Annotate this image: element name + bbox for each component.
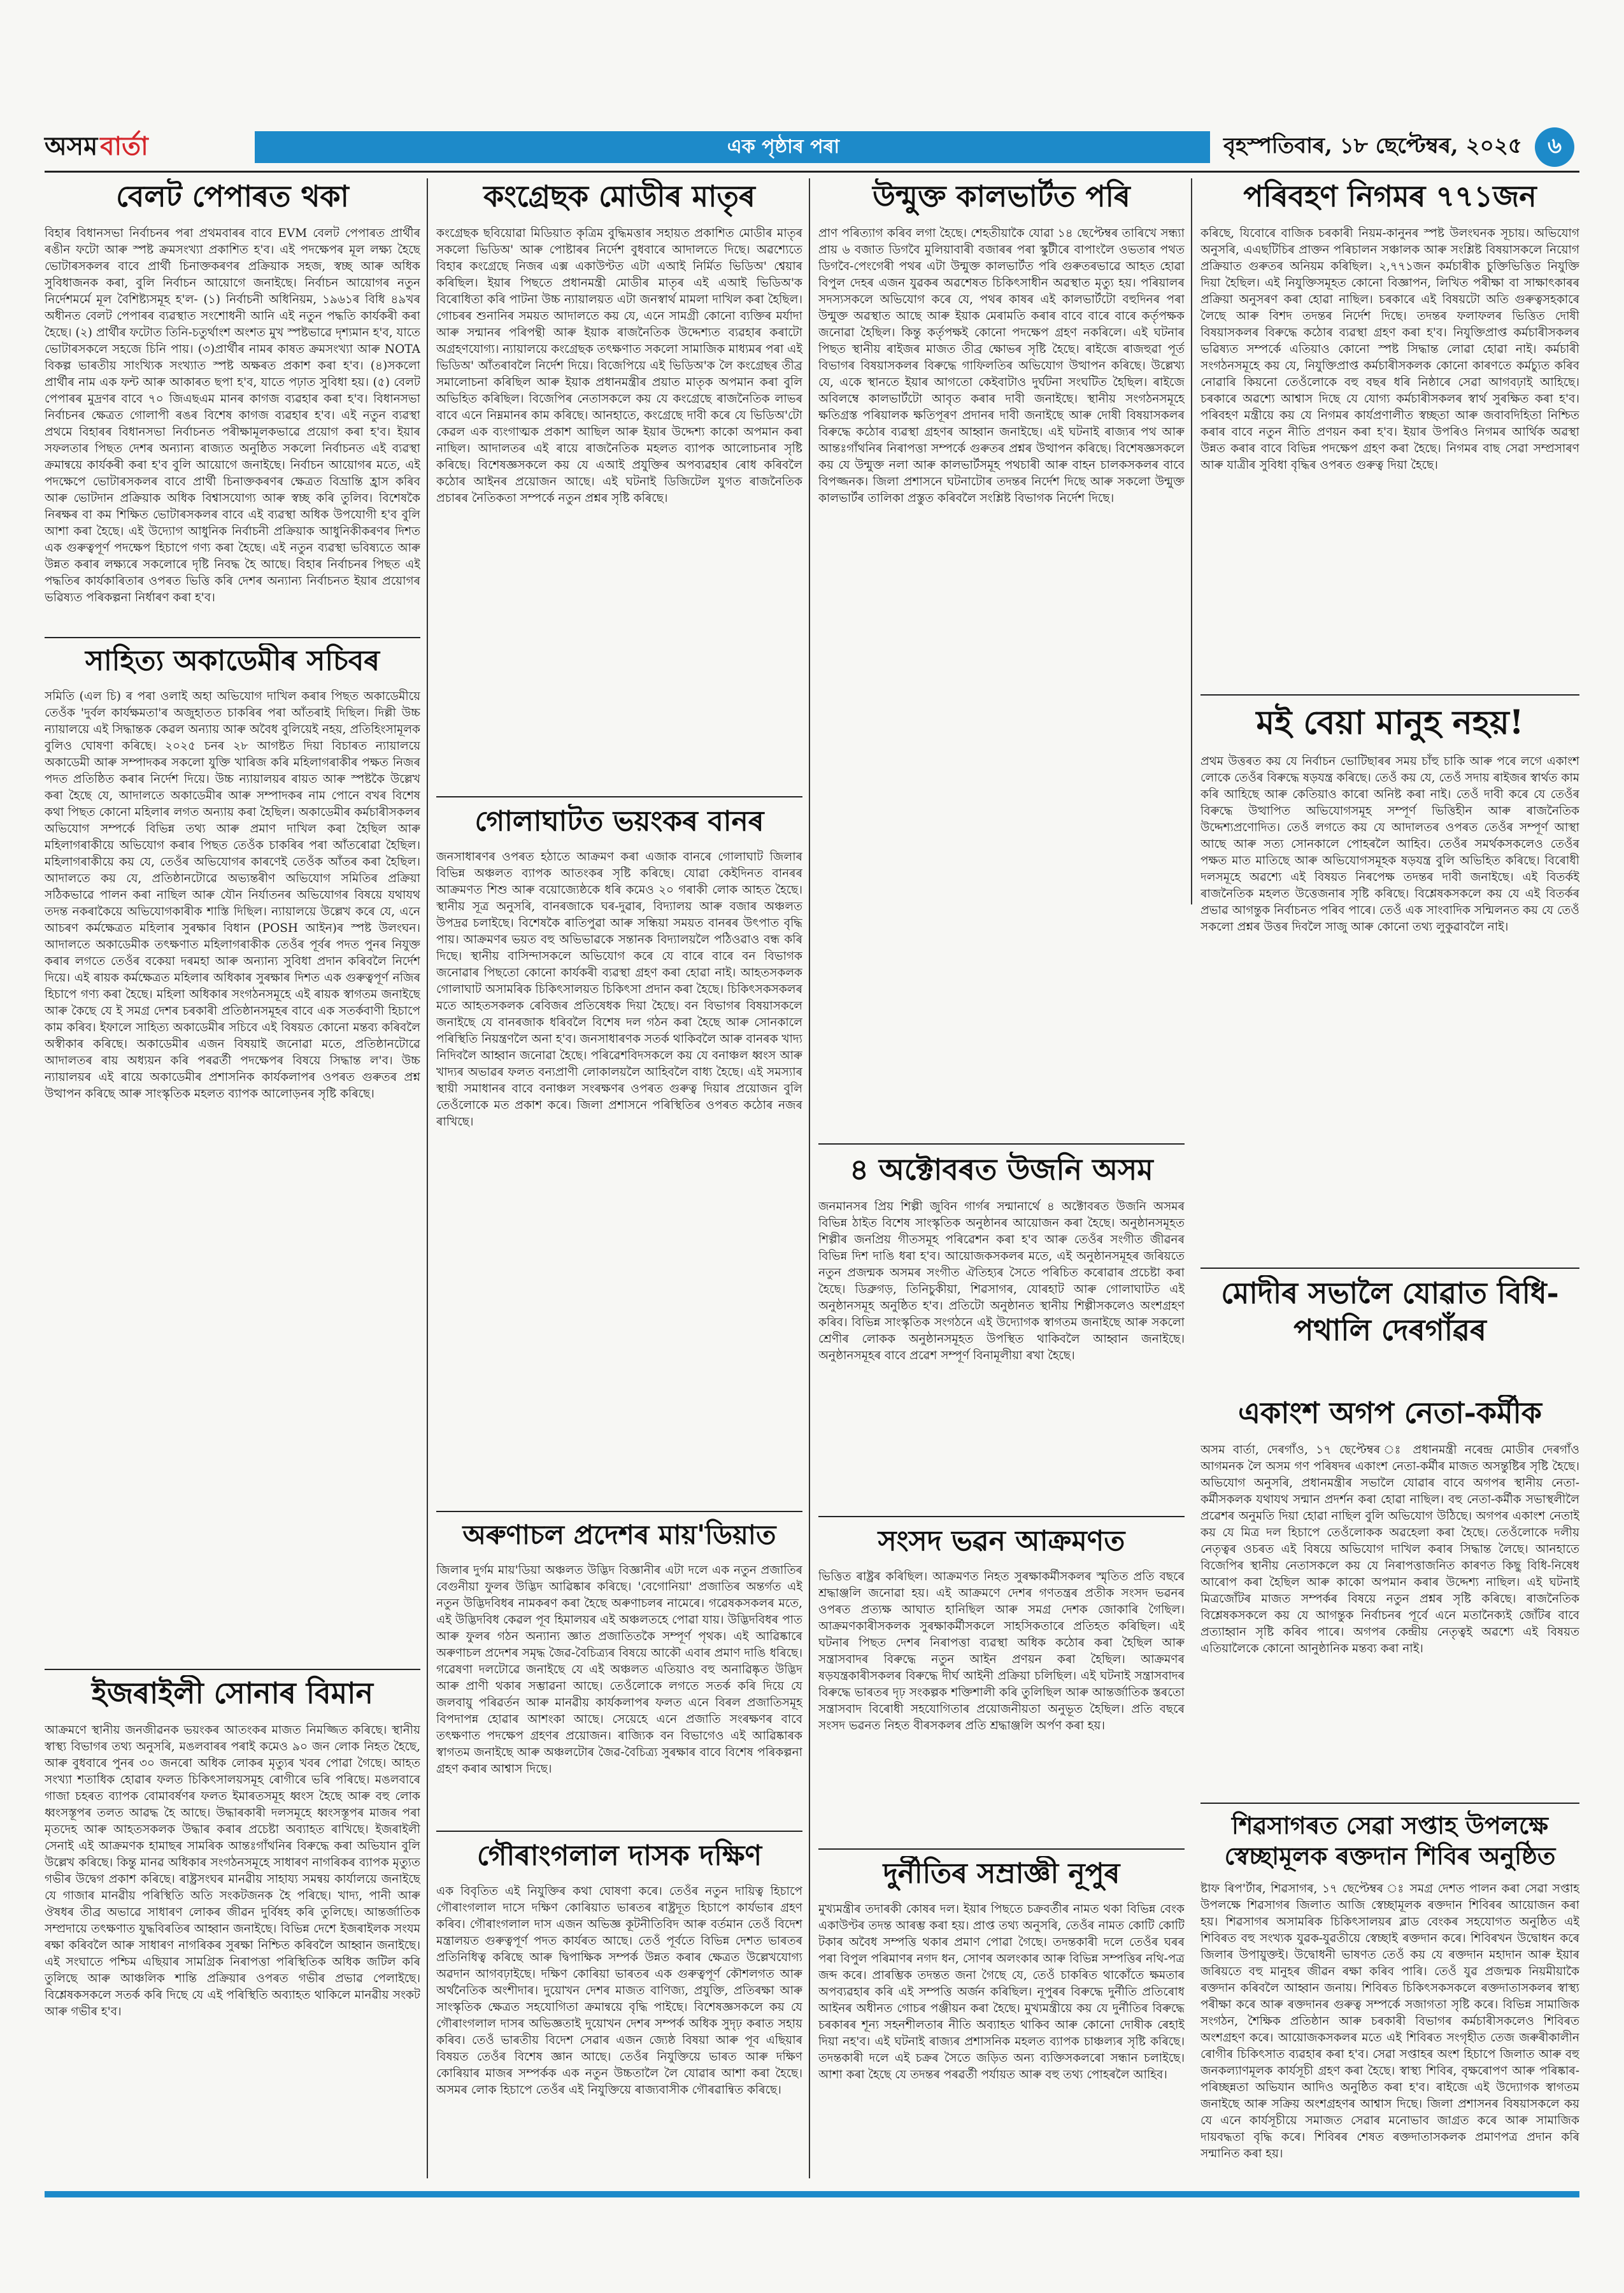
article-rule (45, 637, 420, 638)
article-body: প্ৰথম উত্তৰত কয় যে নিৰ্বাচন ভোটিছাৰৰ সময় চাঁহু চাকি আৰু পৰে লগে একাংশ লোকে তেওঁৰ বিৰুদ্ধে ষড়যন্ত্ৰ কৰিছে। তেওঁ কয় যে, তেওঁ সদায় ৰাইজৰ স্বাৰ্থত কাম কৰি আহিছে আৰু কেতিয়াও কাৰো অনিষ্ট কৰা নাই। তেওঁ দাবী কৰে যে তেওঁৰ বিৰুদ্ধে উত্থাপিত অভিযোগসমূহ সম্পূৰ্ণ ভিত্তিহীন আৰু ৰাজনৈতিক উদ্দেশ্যপ্ৰণোদিত। তেওঁ লগতে কয় যে আদালতৰ ওপৰত তেওঁৰ সম্পূৰ্ণ আস্থা আছে আৰু সত্য সোনকালে পোহৰলৈ আহিব। তেওঁৰ সমৰ্থকসকলেও তেওঁৰ পক্ষত মাত মাতিছে আৰু অভিযোগসমূহক ষড়যন্ত্ৰ বুলি অভিহিত কৰিছে। বিৰোধী দলসমূহে অৱশ্যে এই বিষয়ত নিৰপেক্ষ তদন্তৰ দাবী জনাইছে। এই বিতৰ্কই ৰাজনৈতিক মহলত উত্তেজনাৰ সৃষ্টি কৰিছে। বিশ্লেষকসকলে কয় যে এই বিতৰ্কৰ প্ৰভাৱ আগন্তুক নিৰ্বাচনত পৰিব পাৰে। তেওঁ এক সাংবাদিক সন্মিলনত কয় যে তেওঁ সকলো প্ৰশ্নৰ উত্তৰ দিবলৈ সাজু আৰু কোনো তথ্য লুকুৱাবলৈ নাই। (1200, 755, 1579, 934)
article-ekangsha[interactable] (1200, 1395, 1579, 1796)
article-unmukt[interactable] (818, 178, 1185, 1134)
section-banner (688, 131, 879, 163)
article-rule (436, 1511, 802, 1512)
headline: ইজৰাইলী সোনাৰ বিমান (92, 1676, 373, 1710)
column-divider (1191, 178, 1192, 904)
article-rule (45, 1669, 420, 1670)
article-rule (818, 1848, 1185, 1850)
article-belt-paper[interactable] (45, 178, 420, 631)
article-modi-rally[interactable] (1200, 1275, 1579, 1394)
page-number: ৬ (1535, 127, 1574, 167)
article-body: ভিত্তিত ৰাষ্ট্ৰৰ কৰিছিল। আক্ৰমণত নিহত সুৰক্ষাকৰ্মীসকলৰ স্মৃতিত প্ৰতি বছৰে শ্ৰদ্ধাঞ্জলি জনোৱা হয়। এই আক্ৰমণে দেশৰ গণতন্ত্ৰৰ প্ৰতীক সংসদ ভৱনৰ ওপৰত প্ৰত্যক্ষ আঘাত হানিছিল আৰু সমগ্ৰ দেশক জোকাৰি গৈছিল। আক্ৰমণকাৰীসকলক সুৰক্ষাকৰ্মীসকলে সাহসিকতাৰে প্ৰতিহত কৰিছিল। এই ঘটনাৰ পিছত দেশৰ নিৰাপত্তা ব্যৱস্থা অধিক কঠোৰ কৰা হৈছিল আৰু সন্ত্ৰাসবাদৰ বিৰুদ্ধে নতুন আইন প্ৰণয়ন কৰা হৈছিল। আক্ৰমণৰ ষড়যন্ত্ৰকাৰীসকলৰ বিৰুদ্ধে দীৰ্ঘ আইনী প্ৰক্ৰিয়া চলিছিল। এই ঘটনাই সন্ত্ৰাসবাদৰ বিৰুদ্ধে ভাৰতৰ দৃঢ় সংকল্পক শক্তিশালী কৰি তুলিছিল আৰু আন্তৰ্জাতিক স্তৰতো সন্ত্ৰাসবাদ বিৰোধী সহযোগিতাৰ প্ৰয়োজনীয়তা অনুভূত হৈছিল। প্ৰতি বছৰে সংসদ ভৱনত নিহত বীৰসকলৰ প্ৰতি শ্ৰদ্ধাঞ্জলি অৰ্পণ কৰা হয়। (818, 1570, 1185, 1732)
article-rule (818, 1143, 1185, 1145)
headline: পৰিবহণ নিগমৰ ৭৭১জন (1243, 179, 1537, 213)
article-rule (818, 1516, 1185, 1517)
column-divider (427, 178, 428, 2178)
headline: বেলট পেপাৰত থকা (116, 179, 349, 213)
article-body: জিলাৰ দুৰ্গম মায়'ডিয়া অঞ্চলত উদ্ভিদ বিজ্ঞানীৰ এটা দলে এক নতুন প্ৰজাতিৰ বেগুনীয়া ফুলৰ উদ্ভিদ আৱিষ্কাৰ কৰিছে। 'বেগোনিয়া' প্ৰজাতিৰ অন্তৰ্গত এই নতুন উদ্ভিদবিধৰ নামকৰণ কৰা হৈছে অৰুণাচলৰ নামেৰে। গৱেষকসকলৰ মতে, এই উদ্ভিদবিধ কেৱল পূব হিমালয়ৰ এই অঞ্চলতহে পোৱা যায়। উদ্ভিদবিধৰ পাত আৰু ফুলৰ গঠন অন্যান্য জ্ঞাত প্ৰজাতিতকৈ সম্পূৰ্ণ পৃথক। এই আৱিষ্কাৰে অৰুণাচল প্ৰদেশৰ সমৃদ্ধ জৈৱ-বৈচিত্ৰ্যৰ বিষয়ে আকৌ এবাৰ প্ৰমাণ দাঙি ধৰিছে। গৱেষণা দলটোৱে জনাইছে যে এই অঞ্চলত এতিয়াও বহু অনাৱিষ্কৃত উদ্ভিদ আৰু প্ৰাণী থকাৰ সম্ভাৱনা আছে। তেওঁলোকে লগতে সতৰ্ক কৰি দিয়ে যে জলবায়ু পৰিৱৰ্তন আৰু মানৱীয় কাৰ্যকলাপৰ ফলত এনে বিৰল প্ৰজাতিসমূহ বিপদাপন্ন হোৱাৰ আশংকা আছে। সেয়েহে এনে প্ৰজাতি সংৰক্ষণৰ বাবে তৎক্ষণাত পদক্ষেপ গ্ৰহণৰ প্ৰয়োজন। ৰাজ্যিক বন বিভাগেও এই আৱিষ্কাৰক স্বাগতম জনাইছে আৰু অঞ্চলটোৰ জৈৱ-বৈচিত্ৰ্য সুৰক্ষাৰ বাবে বিশেষ পৰিকল্পনা গ্ৰহণ কৰাৰ আশ্বাস দিছে। (436, 1563, 802, 1776)
headline: অৰুণাচল প্ৰদেশৰ মায়'ডিয়াত (462, 1519, 776, 1550)
headline: সাহিত্য অকাডেমীৰ সচিবৰ (85, 645, 380, 677)
article-body: কৰিছে, যিবোৰে বাজিক চৰকাৰী নিয়ম-কানুনৰ স্পষ্ট উলংঘনক সূচায়। অভিযোগ অনুসৰি, এএছটিচিৰ প্ৰাক্তন পৰিচালন সঞ্চালক আৰু সংশ্লিষ্ট বিষয়াসকলে নিয়োগ প্ৰক্ৰিয়াত গুৰুতৰ অনিয়ম কৰিছিল। ২,৭৭১জন কৰ্মচাৰীক চুক্তিভিত্তিত নিযুক্তি দিয়া হৈছিল। এই নিযুক্তিসমূহত কোনো বিজ্ঞাপন, লিখিত পৰীক্ষা বা সাক্ষাৎকাৰৰ প্ৰক্ৰিয়া অনুসৰণ কৰা হোৱা নাছিল। চৰকাৰে এই বিষয়টো অতি গুৰুত্বসহকাৰে লৈছে আৰু বিশদ তদন্তৰ নিৰ্দেশ দিছে। তদন্তৰ ফলাফলৰ ভিত্তিত দোষী বিষয়াসকলৰ বিৰুদ্ধে কঠোৰ ব্যৱস্থা গ্ৰহণ কৰা হ'ব। নিযুক্তিপ্ৰাপ্ত কৰ্মচাৰীসকলৰ ভৱিষ্যত সম্পৰ্কে এতিয়াও কোনো স্পষ্ট সিদ্ধান্ত লোৱা হোৱা নাই। কৰ্মচাৰী সংগঠনসমূহে কয় যে, নিযুক্তিপ্ৰাপ্ত কৰ্মচাৰীসকলক কোনো কাৰণতে কৰ্মচ্যুত কৰিব নোৱাৰি কিয়নো তেওঁলোকে বহু বছৰ ধৰি নিষ্ঠাৰে সেৱা আগবঢ়াই আহিছে। চৰকাৰে অৱশ্যে আশ্বাস দিছে যে যোগ্য কৰ্মচাৰীসকলৰ স্বাৰ্থ সুৰক্ষিত কৰা হ'ব। পৰিবহণ মন্ত্ৰীয়ে কয় যে নিগমৰ কাৰ্যপ্ৰণালীত স্বচ্ছতা আৰু জবাবদিহিতা নিশ্চিত কৰাৰ বাবে নতুন নীতি প্ৰণয়ন কৰা হ'ব। ইয়াৰ উপৰিও নিগমৰ আৰ্থিক অৱস্থা উন্নত কৰাৰ বাবে বিভিন্ন পদক্ষেপ গ্ৰহণ কৰা হৈছে। নিগমৰ বাছ সেৱা সম্প্ৰসাৰণ আৰু যাত্ৰীৰ সুবিধা বৃদ্ধিৰ ওপৰত গুৰুত্ব দিয়া হৈছে। (1200, 226, 1579, 472)
logo-part2: বাৰ্তা (100, 131, 148, 161)
article-body: বিহাৰ বিধানসভা নিৰ্বাচনৰ পৰা প্ৰথমবাৰৰ বাবে EVM বেলট পেপাৰত প্ৰাৰ্থীৰ ৰঙীন ফটো আৰু স্পষ্ট ক্ৰমসংখ্যা প্ৰকাশিত হ'ব। এই পদক্ষেপৰ মূল লক্ষ্য হৈছে ভোটাৰসকলৰ বাবে প্ৰাৰ্থী চিনাক্তকৰণৰ প্ৰক্ৰিয়াক সহজ, স্বচ্ছ আৰু অধিক সুবিধাজনক কৰা, বুলি নিৰ্বাচন আয়োগে জনাইছে। নিৰ্বাচন আয়োগৰ নতুন নিৰ্দেশমৰ্মে মূল বৈশিষ্ট্যসমূহ হ'ল- (১) নিৰ্বাচনী অধিনিয়ম, ১৯৬১ৰ বিধি ৪৯খৰ অধীনত বেলট পেপাৰৰ ব্যৱস্থাত সংশোধনী আনি এই নতুন পদ্ধতি কাৰ্যকৰী কৰা হৈছে। (২) প্ৰাৰ্থীৰ ফটোত তিনি-চতুৰ্থাংশ অংশত মুখ স্পষ্টভাৱে দৃশ্যমান হ'ব, যাতে ভোটাৰসকলে সহজে চিনি পায়। (৩)প্ৰাৰ্থীৰ নামৰ কাষত ক্ৰমসংখ্যা আৰু NOTA বিকল্প ভাৰতীয় সাংখ্যিক সংখ্যাত স্পষ্ট অক্ষৰত প্ৰকাশ কৰা হ'ব। (৪)সকলো প্ৰাৰ্থীৰ নাম এক ফন্ট আৰু আকাৰত ছপা হ'ব, যাতে পঢ়াত সুবিধা হয়। (৫) বেলট পেপাৰৰ মুদ্ৰণৰ বাবে ৭০ জিএছএম মানৰ কাগজ ব্যৱহাৰ কৰা হ'ব। বিধানসভা নিৰ্বাচনৰ ক্ষেত্ৰত গোলাপী ৰঙৰ বিশেষ কাগজ ব্যৱহাৰ হ'ব। এই নতুন ব্যৱস্থা প্ৰথমে বিহাৰৰ বিধানসভা নিৰ্বাচনত পৰীক্ষামূলকভাৱে প্ৰয়োগ কৰা হ'ব। ইয়াৰ সফলতাৰ পিছত দেশৰ অন্যান্য ৰাজ্যত অনুষ্ঠিত সকলো নিৰ্বাচনত এই ব্যৱস্থা ক্ৰমান্বয়ে কাৰ্যকৰী কৰা হ'ব বুলি আয়োগে জনাইছে। নিৰ্বাচন আয়োগৰ মতে, এই পদক্ষেপে ভোটাৰসকলৰ বাবে প্ৰাৰ্থী চিনাক্তকৰণৰ ক্ষেত্ৰত বিভ্ৰান্তি হ্ৰাস কৰিব আৰু ভোটদান প্ৰক্ৰিয়াক অধিক বিশ্বাসযোগ্য আৰু স্বচ্ছ কৰি তুলিব। বিশেষকৈ নিৰক্ষৰ বা কম শিক্ষিত ভোটাৰসকলৰ বাবে এই ব্যৱস্থা অধিক উপযোগী হ'ব বুলি আশা কৰা হৈছে। এই উদ্যোগ আধুনিক নিৰ্বাচনী প্ৰক্ৰিয়াক আধুনিকীকৰণৰ দিশত এক গুৰুত্বপূৰ্ণ পদক্ষেপ হিচাপে গণ্য কৰা হৈছে। এই নতুন ব্যৱস্থা ভবিষ্যতে আৰু উন্নত কৰাৰ লক্ষ্যৰে সকলোৰে দৃষ্টি নিবদ্ধ হৈ আছে। বিহাৰ নিৰ্বাচনৰ পিছত এই পদ্ধতিৰ কাৰ্যকাৰিতাৰ ওপৰত ভিত্তি কৰি দেশৰ অন্যান্য নিৰ্বাচনত ইয়াৰ প্ৰয়োগৰ ভৱিষ্যত পৰিকল্পনা নিৰ্ধাৰণ কৰা হ'ব। (45, 226, 420, 604)
headline: ৪ অক্টোবৰত উজনি অসম (850, 1152, 1153, 1187)
article-body: কংগ্ৰেছক ছবিয়োৱা মিডিয়াত কৃত্ৰিম বুদ্ধিমত্তাৰ সহায়ত প্ৰকাশিত মোডীৰ মাতৃৰ সকলো ভিডিঅ' আৰু পোষ্টাৰৰ নিৰ্দেশ বুধবাৰে আদালতে দিছে। অৱশ্যেতে বিহাৰ কংগ্ৰেছে নিজৰ এক্স একাউণ্টত এটা এআই নিৰ্মিত ভিডিঅ' শ্বেয়াৰ কৰিছিল। ইয়াৰ পিছতে প্ৰধানমন্ত্ৰী মোডীৰ মাতৃৰ এই এআই ভিডিঅ'ক বিৰোধিতা কৰি পাটনা উচ্চ ন্যায়ালয়ত এটা জনস্বাৰ্থ মামলা দাখিল কৰা হৈছিল। গোচৰৰ শুনানিৰ সময়ত আদালতে কয় যে, এনে সামগ্ৰী কোনো ব্যক্তিৰ মৰ্যাদা আৰু সন্মানৰ পৰিপন্থী আৰু ইয়াক ৰাজনৈতিক উদ্দেশ্যত ব্যৱহাৰ কৰাটো অগ্ৰহণযোগ্য। ন্যায়ালয়ে কংগ্ৰেছক তৎক্ষণাত সকলো সামাজিক মাধ্যমৰ পৰা এই ভিডিঅ' আঁতৰাবলৈ নিৰ্দেশ দিয়ে। বিজেপিয়ে এই ভিডিঅ'ক লৈ কংগ্ৰেছৰ তীব্ৰ সমালোচনা কৰিছিল আৰু ইয়াক প্ৰধানমন্ত্ৰীৰ প্ৰয়াত মাতৃক অপমান কৰা বুলি অভিহিত কৰিছিল। বিজেপিৰ নেতাসকলে কয় যে কংগ্ৰেছে ৰাজনৈতিক লাভৰ বাবে এনে নিম্নমানৰ কাম কৰিছে। আনহাতে, কংগ্ৰেছে দাবী কৰে যে ভিডিঅ'টো কেৱল এক ব্যংগাত্মক প্ৰকাশ আছিল আৰু ইয়াৰ উদ্দেশ্য কাকো অপমান কৰা নাছিল। আদালতৰ এই ৰায়ে ৰাজনৈতিক মহলত ব্যাপক আলোচনাৰ সৃষ্টি কৰিছে। বিশেষজ্ঞসকলে কয় যে এআই প্ৰযুক্তিৰ অপব্যৱহাৰ ৰোধ কৰিবলৈ কঠোৰ আইনৰ প্ৰয়োজন আছে। এই ঘটনাই ডিজিটেল যুগত ৰাজনৈতিক প্ৰচাৰৰ নৈতিকতা সম্পৰ্কে নতুন প্ৰশ্নৰ সৃষ্টি কৰিছে। (436, 226, 802, 505)
article-gauranga[interactable] (436, 1838, 802, 2178)
article-body: আক্ৰমণে স্থানীয় জনজীৱনক ভয়ংকৰ আতংকৰ মাজত নিমজ্জিত কৰিছে। স্থানীয় স্বাস্থ্য বিভাগৰ তথ্য অনুসৰি, মঙলবাৰৰ পৰাই কমেও ৯০ জন লোক নিহত হৈছে, আৰু বুধবাৰে পুনৰ ৩০ জনৰো অধিক লোকৰ মৃত্যুৰ খবৰ পোৱা গৈছে। আহত সংখ্যা শতাধিক হোৱাৰ ফলত চিকিৎসালয়সমূহ ৰোগীৰে ভৰি পৰিছে। মঙলবাৰে গাজা চহৰত ব্যাপক বোমাবৰ্ষণৰ ফলত ইমাৰতসমূহ ধ্বংস হৈছে আৰু বহু লোক ধ্বংসস্তূপৰ তলত আৱদ্ধ হৈ আছে। উদ্ধাৰকাৰী দলসমূহে ধ্বংসস্তূপৰ মাজৰ পৰা মৃতদেহ আৰু আহতসকলক উদ্ধাৰ কৰাৰ প্ৰচেষ্টা অব্যাহত ৰাখিছে। ইজৰাইলী সেনাই এই আক্ৰমণক হামাছৰ সামৰিক আন্তঃগাঁথনিৰ বিৰুদ্ধে কৰা অভিযান বুলি উল্লেখ কৰিছে। কিন্তু মানৱ অধিকাৰ সংগঠনসমূহে সাধাৰণ নাগৰিকৰ ব্যাপক মৃত্যুত গভীৰ উদ্বেগ প্ৰকাশ কৰিছে। ৰাষ্ট্ৰসংঘৰ মানৱীয় সাহায্য সমন্বয় কাৰ্যালয়ে জনাইছে যে গাজাৰ মানৱীয় পৰিস্থিতি অতি সংকটজনক হৈ পৰিছে। খাদ্য, পানী আৰু ঔষধৰ তীব্ৰ অভাৱে সাধাৰণ লোকৰ জীৱন দুৰ্বিষহ কৰি তুলিছে। আন্তৰ্জাতিক সম্প্ৰদায়ে তৎক্ষণাত যুদ্ধবিৰতিৰ আহ্বান জনাইছে। বিভিন্ন দেশে ইজৰাইলক সংযম ৰক্ষা কৰিবলৈ আৰু সাধাৰণ নাগৰিকৰ সুৰক্ষা নিশ্চিত কৰিবলৈ আহ্বান জনাইছে। এই সংঘাতে পশ্চিম এছিয়াৰ সামগ্ৰিক নিৰাপত্তা পৰিস্থিতিক অধিক জটিল কৰি তুলিছে আৰু আঞ্চলিক শান্তি প্ৰক্ৰিয়াৰ ওপৰত গভীৰ প্ৰভাৱ পেলাইছে। বিশ্লেষকসকলে সতৰ্ক কৰি দিছে যে এই পৰিস্থিতি অব্যাহত থাকিলে মানৱীয় সংকট আৰু গভীৰ হ'ব। (45, 1723, 420, 2018)
article-nupur[interactable] (818, 1856, 1185, 2178)
article-body: প্ৰাণ পৰিত্যাগ কৰিব লগা হৈছে। শেহতীয়াকৈ যোৱা ১৪ ছেপ্টেম্বৰ তাৰিখে সন্ধ্যা প্ৰায় ৬ বজাত ডিগবৈ মুলিয়াবাৰী বজাৰৰ পৰা স্কুটীৰে বাপাংলৈ ওভতাৰ পথত ডিগবৈ-পেংগেৰী পথৰ এটা উন্মুক্ত কালভাৰ্টত পৰি গুৰুতৰভাৱে আহত হোৱা বিপুল দেহৰ এজন যুৱকৰ অৱশেষত চিকিৎসাধীন অৱস্থাত মৃত্যু হয়। পৰিয়ালৰ সদস্যসকলে অভিযোগ কৰে যে, পথৰ কাষৰ এই কালভাৰ্টটো বহুদিনৰ পৰা উন্মুক্ত অৱস্থাত আছে আৰু ইয়াক মেৰামতি কৰাৰ বাবে বাৰে বাৰে কৰ্তৃপক্ষক জনোৱা হৈছিল। কিন্তু কৰ্তৃপক্ষই কোনো পদক্ষেপ গ্ৰহণ নকৰিলে। এই ঘটনাৰ পিছত স্থানীয় ৰাইজৰ মাজত তীব্ৰ ক্ষোভৰ সৃষ্টি হৈছে। ৰাইজে ৰাজহুৱা পূৰ্ত বিভাগৰ বিষয়াসকলৰ বিৰুদ্ধে গাফিলতিৰ অভিযোগ উত্থাপন কৰিছে। উল্লেখ্য যে, একে স্থানতে ইয়াৰ আগতো কেইবাটাও দুৰ্ঘটনা সংঘটিত হৈছিল। ৰাইজে অবিলম্বে কালভাৰ্টটো আবৃত কৰাৰ দাবী জনাইছে। স্থানীয় সংগঠনসমূহে ক্ষতিগ্ৰস্ত পৰিয়ালক ক্ষতিপূৰণ প্ৰদানৰ দাবী জনাইছে আৰু দোষী বিষয়াসকলৰ বিৰুদ্ধে কঠোৰ ব্যৱস্থা গ্ৰহণৰ আহ্বান জনাইছে। এই ঘটনাই ৰাজ্যৰ পথ আৰু আন্তঃগাঁথনিৰ নিৰাপত্তা সম্পৰ্কে গুৰুতৰ প্ৰশ্নৰ উত্থাপন কৰিছে। বিশেষজ্ঞসকলে কয় যে উন্মুক্ত নলা আৰু কালভাৰ্টসমূহ পথচাৰী আৰু বাহন চালকসকলৰ বাবে বিপজ্জনক। জিলা প্ৰশাসনে ঘটনাটোৰ তদন্তৰ নিৰ্দেশ দিছে আৰু সকলো উন্মুক্ত কালভাৰ্টৰ তালিকা প্ৰস্তুত কৰিবলৈ সংশ্লিষ্ট বিভাগক নিৰ্দেশ দিছে। (818, 226, 1185, 505)
headline: কংগ্ৰেছক মোডীৰ মাতৃৰ (483, 179, 755, 213)
headline: দুৰ্নীতিৰ সম্ৰাজ্ঞী নূপুৰ (883, 1857, 1120, 1890)
article-body: মুখ্যমন্ত্ৰীৰ তদাৰকী কোষৰ দল। ইয়াৰ পিছতে চক্ৰবৰ্তীৰ নামত থকা বিভিন্ন বেংক একাউণ্টৰ তদন্ত আৰম্ভ কৰা হয়। প্ৰাপ্ত তথ্য অনুসৰি, তেওঁৰ নামত কোটি কোটি টকাৰ অবৈধ সম্পত্তি থকাৰ প্ৰমাণ পোৱা গৈছে। তদন্তকাৰী দলে তেওঁৰ ঘৰৰ পৰা বিপুল পৰিমাণৰ নগদ ধন, সোণৰ অলংকাৰ আৰু বিভিন্ন সম্পত্তিৰ নথি-পত্ৰ জব্দ কৰে। প্ৰাৰম্ভিক তদন্তত জনা গৈছে যে, তেওঁ চাকৰিত থাকোঁতে ক্ষমতাৰ অপব্যৱহাৰ কৰি এই সম্পত্তি অৰ্জন কৰিছিল। নূপুৰৰ বিৰুদ্ধে দুৰ্নীতি প্ৰতিৰোধ আইনৰ অধীনত গোচৰ পঞ্জীয়ন কৰা হৈছে। মুখ্যমন্ত্ৰীয়ে কয় যে দুৰ্নীতিৰ বিৰুদ্ধে চৰকাৰৰ শূন্য সহনশীলতাৰ নীতি অব্যাহত থাকিব আৰু কোনো দোষীক ৰেহাই দিয়া নহ'ব। এই ঘটনাই ৰাজ্যৰ প্ৰশাসনিক মহলত ব্যাপক চাঞ্চল্যৰ সৃষ্টি কৰিছে। তদন্তকাৰী দলে এই চক্ৰৰ সৈতে জড়িত অন্য ব্যক্তিসকলৰো সন্ধান চলাইছে। আশা কৰা হৈছে যে তদন্তৰ পৰৱৰ্তী পৰ্যায়ত আৰু বহু তথ্য পোহৰলৈ আহিব। (818, 1903, 1185, 2082)
article-sivasagar[interactable] (1200, 1810, 1579, 2178)
headline: মই বেয়া মানুহ নহয়! (1256, 703, 1524, 742)
section-banner-label: এক পৃষ্ঠাৰ পৰা (727, 135, 840, 158)
article-arunachal[interactable] (436, 1518, 802, 1824)
article-rule (1200, 694, 1579, 696)
article-congress-modi[interactable] (436, 178, 802, 790)
article-body: জনমানসৰ প্ৰিয় শিল্পী জুবিন গাৰ্গৰ সন্মানাৰ্থে ৪ অক্টোবৰত উজনি অসমৰ বিভিন্ন ঠাইত বিশেষ সাংস্কৃতিক অনুষ্ঠানৰ আয়োজন কৰা হৈছে। অনুষ্ঠানসমূহত শিল্পীৰ জনপ্ৰিয় গীতসমূহ পৰিৱেশন কৰা হ'ব আৰু তেওঁৰ সংগীত জীৱনৰ বিভিন্ন দিশ দাঙি ধৰা হ'ব। আয়োজকসকলৰ মতে, এই অনুষ্ঠানসমূহৰ জৰিয়তে নতুন প্ৰজন্মক অসমৰ সংগীত ঐতিহ্যৰ সৈতে পৰিচিত কৰোৱাৰ প্ৰচেষ্টা কৰা হৈছে। ডিব্ৰুগড়, তিনিচুকীয়া, শিৱসাগৰ, যোৰহাট আৰু গোলাঘাটত এই অনুষ্ঠানসমূহ অনুষ্ঠিত হ'ব। প্ৰতিটো অনুষ্ঠানত স্থানীয় শিল্পীসকলেও অংশগ্ৰহণ কৰিব। বিভিন্ন সাংস্কৃতিক সংগঠনে এই উদ্যোগক স্বাগতম জনাইছে আৰু সকলো শ্ৰেণীৰ লোকক অনুষ্ঠানসমূহত উপস্থিত থাকিবলৈ আহ্বান জনাইছে। অনুষ্ঠানসমূহৰ বাবে প্ৰৱেশ সম্পূৰ্ণ বিনামূলীয়া ৰখা হৈছে। (818, 1199, 1185, 1362)
article-transport[interactable] (1200, 178, 1579, 688)
headline: সংসদ ভৱন আক্ৰমণত (878, 1525, 1125, 1557)
article-oct4[interactable] (818, 1152, 1185, 1510)
headline: গোলাঘাটত ভয়ংকৰ বানৰ (474, 805, 764, 838)
article-sansad[interactable] (818, 1524, 1185, 1842)
headline: শিৱসাগৰত সেৱা সপ্তাহ উপলক্ষে স্বেচ্ছামূলক ৰক্তদান শিবিৰ অনুষ্ঠিত (1224, 1811, 1556, 1870)
masthead (45, 127, 1579, 167)
article-sahitya[interactable] (45, 643, 420, 1662)
article-body: অসম বাৰ্তা, দেৰগাঁও, ১৭ ছেপ্টেম্বৰ ঃ প্ৰধানমন্ত্ৰী নৰেন্দ্ৰ মোডীৰ দেৰগাঁও আগমনক লৈ অসম গণ পৰিষদৰ একাংশ নেতা-কৰ্মীৰ মাজত অসন্তুষ্টিৰ সৃষ্টি হৈছে। অভিযোগ অনুসৰি, প্ৰধানমন্ত্ৰীৰ সভালৈ যোৱাৰ বাবে অগপৰ স্থানীয় নেতা-কৰ্মীসকলক যথাযথ সন্মান প্ৰদৰ্শন কৰা হোৱা নাছিল। বহু নেতা-কৰ্মীক সভাস্থলীলৈ প্ৰৱেশৰ অনুমতি দিয়া হোৱা নাছিল বুলি অভিযোগ উঠিছে। অগপৰ একাংশ নেতাই কয় যে মিত্ৰ দল হিচাপে তেওঁলোকক অৱহেলা কৰা হৈছে। তেওঁলোকে দলীয় নেতৃত্বৰ ওচৰত এই বিষয়ে অভিযোগ দাখিল কৰাৰ সিদ্ধান্ত লৈছে। আনহাতে বিজেপিৰ স্থানীয় নেতাসকলে কয় যে নিৰাপত্তাজনিত কাৰণত কিছু বিধি-নিষেধ আৰোপ কৰা হৈছিল আৰু কাকো অপমান কৰাৰ উদ্দেশ্য নাছিল। এই ঘটনাই মিত্ৰজোঁটৰ মাজত সম্পৰ্কৰ বিষয়ে নতুন প্ৰশ্নৰ সৃষ্টি কৰিছে। ৰাজনৈতিক বিশ্লেষকসকলে কয় যে আগন্তুক নিৰ্বাচনৰ পূৰ্বে এনে মতানৈক্যই জোঁটৰ বাবে প্ৰত্যাহ্বান সৃষ্টি কৰিব পাৰে। অগপৰ কেন্দ্ৰীয় নেতৃত্বই অৱশ্যে এই বিষয়ত এতিয়ালৈকে কোনো আনুষ্ঠানিক মন্তব্য কৰা নাই। (1200, 1443, 1579, 1655)
headline: একাংশ অগপ নেতা-কৰ্মীক (1238, 1396, 1542, 1430)
headline: উন্মুক্ত কালভাৰ্টত পৰি (873, 179, 1130, 213)
article-rule (436, 1831, 802, 1832)
logo-part1: অসম (45, 131, 98, 161)
article-rule (1200, 1268, 1579, 1269)
headline: মোদীৰ সভালৈ যোৱাত বিধি-পথালি দেৰগাঁৱৰ (1221, 1276, 1559, 1347)
article-body: সমিতি (এল চি) ৰ পৰা ওলাই অহা অভিযোগ দাখিল কৰাৰ পিছত অকাডেমীয়ে তেওঁক 'দুৰ্বল কাৰ্যক্ষমতা'ৰ অজুহাতত চাকৰিৰ পৰা আঁতৰাই দিছিল। দিল্লী উচ্চ ন্যায়ালয়ে এই সিদ্ধান্তক কেৱল অন্যায় আৰু অবৈধ বুলিয়েই নহয়, প্ৰতিহিংসামূলক বুলিও ঘোষণা কৰিছে। ২০২৫ চনৰ ২৮ আগষ্টত দিয়া বিচাৰত ন্যায়ালয়ে অকাডেমী আৰু সম্পাদকৰ সকলো যুক্তি খাৰিজ কৰি মহিলাগৰাকীৰ পক্ষত নিজৰ পদত প্ৰতিষ্ঠিত কৰাৰ নিৰ্দেশ দিয়ে। উচ্চ ন্যায়ালয়ৰ ৰায়ত আৰু স্পষ্টকৈ উল্লেখ কৰা হৈছে যে, আদালতে অকাডেমীৰ আৰু সম্পাদকৰ নাম পোনে বখৰ বিশেষ কথা পিছত কোনো মহিলাৰ লগত অন্যায় কৰা হৈছিল। অকাডেমীৰ কৰ্মচাৰীসকলৰ অভিযোগ সম্পৰ্কে বিভিন্ন তথ্য আৰু প্ৰমাণ দাখিল কৰা হৈছিল আৰু মহিলাগৰাকীয়ে অভিযোগ কৰাৰ পিছত তেওঁক চাকৰিৰ পৰা আঁতৰোৱা হৈছিল। মহিলাগৰাকীয়ে কয় যে, তেওঁৰ অভিযোগৰ কাৰণেই তেওঁক আঁতৰ কৰা হৈছিল। আদালতে কয় যে, প্ৰতিষ্ঠানটোৱে অভ্যন্তৰীণ অভিযোগ সমিতিৰ প্ৰক্ৰিয়া সঠিকভাৱে পালন কৰা নাছিল আৰু যৌন নিৰ্যাতনৰ অভিযোগৰ বিষয়ে যথাযথ তদন্ত নকৰাকৈয়ে অভিযোগকাৰীক শাস্তি দিছিল। ন্যায়ালয়ে উল্লেখ কৰে যে, এনে আচৰণ কৰ্মক্ষেত্ৰত মহিলাৰ সুৰক্ষাৰ বিধান (POSH আইন)ৰ স্পষ্ট উলংঘন। আদালতে অকাডেমীক তৎক্ষণাত মহিলাগৰাকীক তেওঁৰ পূৰ্বৰ পদত পুনৰ নিযুক্ত কৰাৰ লগতে তেওঁৰ বকেয়া দৰমহা আৰু অন্যান্য সুবিধা প্ৰদান কৰিবলৈ নিৰ্দেশ দিয়ে। এই ৰায়ক কৰ্মক্ষেত্ৰত মহিলাৰ অধিকাৰ সুৰক্ষাৰ দিশত এক গুৰুত্বপূৰ্ণ নজিৰ হিচাপে গণ্য কৰা হৈছে। মহিলা অধিকাৰ সংগঠনসমূহে এই ৰায়ক স্বাগতম জনাইছে আৰু কৈছে যে ই সমগ্ৰ দেশৰ চৰকাৰী প্ৰতিষ্ঠানসমূহৰ বাবে এক সতৰ্কবাণী হিচাপে কাম কৰিব। ইফালে সাহিত্য অকাডেমীৰ সচিবে এই বিষয়ত কোনো মন্তব্য কৰিবলৈ অস্বীকাৰ কৰিছে। অকাডেমীৰ এজন বিষয়াই জনোৱা মতে, প্ৰতিষ্ঠানটোৱে আদালতৰ ৰায় অধ্যয়ন কৰি পৰৱৰ্তী পদক্ষেপৰ বিষয়ে সিদ্ধান্ত ল'ব। উচ্চ ন্যায়ালয়ৰ এই ৰায়ে অকাডেমীৰ প্ৰশাসনিক কাৰ্যকলাপৰ ওপৰত গুৰুতৰ প্ৰশ্ন উত্থাপন কৰিছে আৰু সাংস্কৃতিক মহলত ব্যাপক আলোড়নৰ সৃষ্টি কৰিছে। (45, 690, 420, 1101)
article-golaghat-monkey[interactable] (436, 804, 802, 1504)
article-rule (436, 796, 802, 797)
footer-bar (45, 2191, 1579, 2197)
article-body: ষ্টাফ ৰিপ'ৰ্টাৰ, শিৱসাগৰ, ১৭ ছেপ্টেম্বৰ ঃ সমগ্ৰ দেশত পালন কৰা সেৱা সপ্তাহ উপলক্ষে শিৱসাগৰ জিলাত আজি স্বেচ্ছামূলক ৰক্তদান শিবিৰৰ আয়োজন কৰা হয়। শিৱসাগৰ অসামৰিক চিকিৎসালয়ৰ ব্লাড বেংকৰ সহযোগত অনুষ্ঠিত এই শিবিৰত বহু সংখ্যক যুৱক-যুৱতীয়ে স্বেচ্ছাই ৰক্তদান কৰে। শিবিৰখন উদ্বোধন কৰে জিলাৰ উপায়ুক্তই। উদ্বোধনী ভাষণত তেওঁ কয় যে ৰক্তদান মহাদান আৰু ইয়াৰ জৰিয়তে বহু মানুহৰ জীৱন ৰক্ষা কৰিব পাৰি। তেওঁ যুৱ প্ৰজন্মক নিয়মীয়াকৈ ৰক্তদান কৰিবলৈ আহ্বান জনায়। শিবিৰত চিকিৎসকসকলে ৰক্তদাতাসকলৰ স্বাস্থ্য পৰীক্ষা কৰে আৰু ৰক্তদানৰ গুৰুত্ব সম্পৰ্কে সজাগতা সৃষ্টি কৰে। বিভিন্ন সামাজিক সংগঠন, শৈক্ষিক প্ৰতিষ্ঠান আৰু চৰকাৰী বিভাগৰ কৰ্মচাৰীসকলেও শিবিৰত অংশগ্ৰহণ কৰে। আয়োজকসকলৰ মতে এই শিবিৰত সংগৃহীত তেজ জৰুৰীকালীন ৰোগীৰ চিকিৎসাত ব্যৱহাৰ কৰা হ'ব। সেৱা সপ্তাহৰ অংশ হিচাপে জিলাত আৰু বহু জনকল্যাণমূলক কাৰ্যসূচী গ্ৰহণ কৰা হৈছে। স্বাস্থ্য শিবিৰ, বৃক্ষৰোপণ আৰু পৰিষ্কাৰ-পৰিচ্ছন্নতা অভিযান আদিও অনুষ্ঠিত কৰা হ'ব। ৰাইজে এই উদ্যোগক স্বাগতম জনাইছে আৰু সক্ৰিয় অংশগ্ৰহণৰ আশ্বাস দিছে। জিলা প্ৰশাসনৰ বিষয়াসকলে কয় যে এনে কাৰ্যসূচীয়ে সমাজত সেৱাৰ মনোভাব জাগ্ৰত কৰে আৰু সামাজিক দায়বদ্ধতা বৃদ্ধি কৰে। শিবিৰৰ শেষত ৰক্তদাতাসকলক প্ৰমাণপত্ৰ প্ৰদান কৰি সন্মানিত কৰা হয়। (1200, 1882, 1579, 2161)
header-rule (45, 171, 1579, 173)
article-moi-beya[interactable] (1200, 702, 1579, 1262)
article-israeli-gold[interactable] (45, 1675, 420, 2178)
issue-date: বৃহস্পতিবাৰ, ১৮ ছেপ্টেম্বৰ, ২০২৫ (1223, 132, 1522, 159)
column-divider (809, 178, 810, 2178)
headline: গৌৰাংগলাল দাসক দক্ষিণ (476, 1839, 762, 1872)
article-body: জনসাধাৰণৰ ওপৰত হঠাতে আক্ৰমণ কৰা এজাক বানৰে গোলাঘাট জিলাৰ বিভিন্ন অঞ্চলত ব্যাপক আতংকৰ সৃষ্টি কৰিছে। যোৱা কেইদিনত বানৰৰ আক্ৰমণত শিশু আৰু বয়োজ্যেষ্ঠকে ধৰি কমেও ২০ গৰাকী লোক আহত হৈছে। স্থানীয় সূত্ৰ অনুসৰি, বানৰজাকে ঘৰ-দুৱাৰ, বিদ্যালয় আৰু বজাৰ অঞ্চলত উপদ্ৰৱ চলাইছে। বিশেষকৈ ৰাতিপুৱা আৰু সন্ধিয়া সময়ত বানৰৰ উৎপাত বৃদ্ধি পায়। আক্ৰমণৰ ভয়ত বহু অভিভাৱকে সন্তানক বিদ্যালয়লৈ পঠিওৱাও বন্ধ কৰি দিছে। স্থানীয় বাসিন্দাসকলে অভিযোগ কৰে যে বাৰে বাৰে বন বিভাগক জনোৱাৰ পিছতো কোনো কাৰ্যকৰী ব্যৱস্থা গ্ৰহণ কৰা হোৱা নাই। আহতসকলক গোলাঘাট অসামৰিক চিকিৎসালয়ত চিকিৎসা প্ৰদান কৰা হৈছে। চিকিৎসকসকলৰ মতে আহতসকলক ৰেবিজৰ প্ৰতিষেধক দিয়া হৈছে। বন বিভাগৰ বিষয়াসকলে জনাইছে যে বানৰজাক ধৰিবলৈ বিশেষ দল গঠন কৰা হৈছে আৰু সোনকালে পৰিস্থিতি নিয়ন্ত্ৰণলৈ অনা হ'ব। জনসাধাৰণক সতৰ্ক থাকিবলৈ আৰু বানৰক খাদ্য নিদিবলৈ আহ্বান জনোৱা হৈছে। পৰিৱেশবিদসকলে কয় যে বনাঞ্চল ধ্বংস আৰু খাদ্যৰ অভাৱৰ ফলত বন্যপ্ৰাণী লোকালয়লৈ আহিবলৈ বাধ্য হৈছে। এই সমস্যাৰ স্থায়ী সমাধানৰ বাবে বনাঞ্চল সংৰক্ষণৰ ওপৰত গুৰুত্ব দিয়াৰ প্ৰয়োজন বুলি তেওঁলোকে মত প্ৰকাশ কৰে। জিলা প্ৰশাসনে পৰিস্থিতিৰ ওপৰত কঠোৰ নজৰ ৰাখিছে। (436, 850, 802, 1129)
article-body: এক বিবৃতিত এই নিযুক্তিৰ কথা ঘোষণা কৰে। তেওঁৰ নতুন দায়িত্ব হিচাপে গৌৰাংগলাল দাসে দক্ষিণ কোৰিয়াত ভাৰতৰ ৰাষ্ট্ৰদূত হিচাপে কাৰ্যভাৰ গ্ৰহণ কৰিব। গৌৰাংগলাল দাস এজন অভিজ্ঞ কূটনীতিবিদ আৰু বৰ্তমান তেওঁ বিদেশ মন্ত্ৰালয়ত গুৰুত্বপূৰ্ণ পদত কাৰ্যৰত আছে। তেওঁ পূৰ্বতে বিভিন্ন দেশত ভাৰতৰ প্ৰতিনিধিত্ব কৰিছে আৰু দ্বিপাক্ষিক সম্পৰ্ক উন্নত কৰাৰ ক্ষেত্ৰত উল্লেখযোগ্য অৱদান আগবঢ়াইছে। দক্ষিণ কোৰিয়া ভাৰতৰ এক গুৰুত্বপূৰ্ণ কৌশলগত আৰু অৰ্থনৈতিক অংশীদাৰ। দুয়োখন দেশৰ মাজত বাণিজ্য, প্ৰযুক্তি, প্ৰতিৰক্ষা আৰু সাংস্কৃতিক ক্ষেত্ৰত সহযোগিতা ক্ৰমান্বয়ে বৃদ্ধি পাইছে। বিশেষজ্ঞসকলে কয় যে গৌৰাংগলাল দাসৰ অভিজ্ঞতাই দুয়োখন দেশৰ সম্পৰ্ক অধিক সুদৃঢ় কৰাত সহায় কৰিব। তেওঁ ভাৰতীয় বিদেশ সেৱাৰ এজন জ্যেষ্ঠ বিষয়া আৰু পূব এছিয়াৰ বিষয়ত তেওঁৰ বিশেষ জ্ঞান আছে। তেওঁৰ নিযুক্তিয়ে ভাৰত আৰু দক্ষিণ কোৰিয়াৰ মাজৰ সম্পৰ্কক এক নতুন উচ্চতালৈ লৈ যোৱাৰ আশা কৰা হৈছে। অসমৰ লোক হিচাপে তেওঁৰ এই নিযুক্তিয়ে ৰাজ্যবাসীক গৌৰৱান্বিত কৰিছে। (436, 1885, 802, 2097)
newspaper-logo[interactable] (45, 127, 248, 167)
article-rule (1200, 1803, 1579, 1804)
